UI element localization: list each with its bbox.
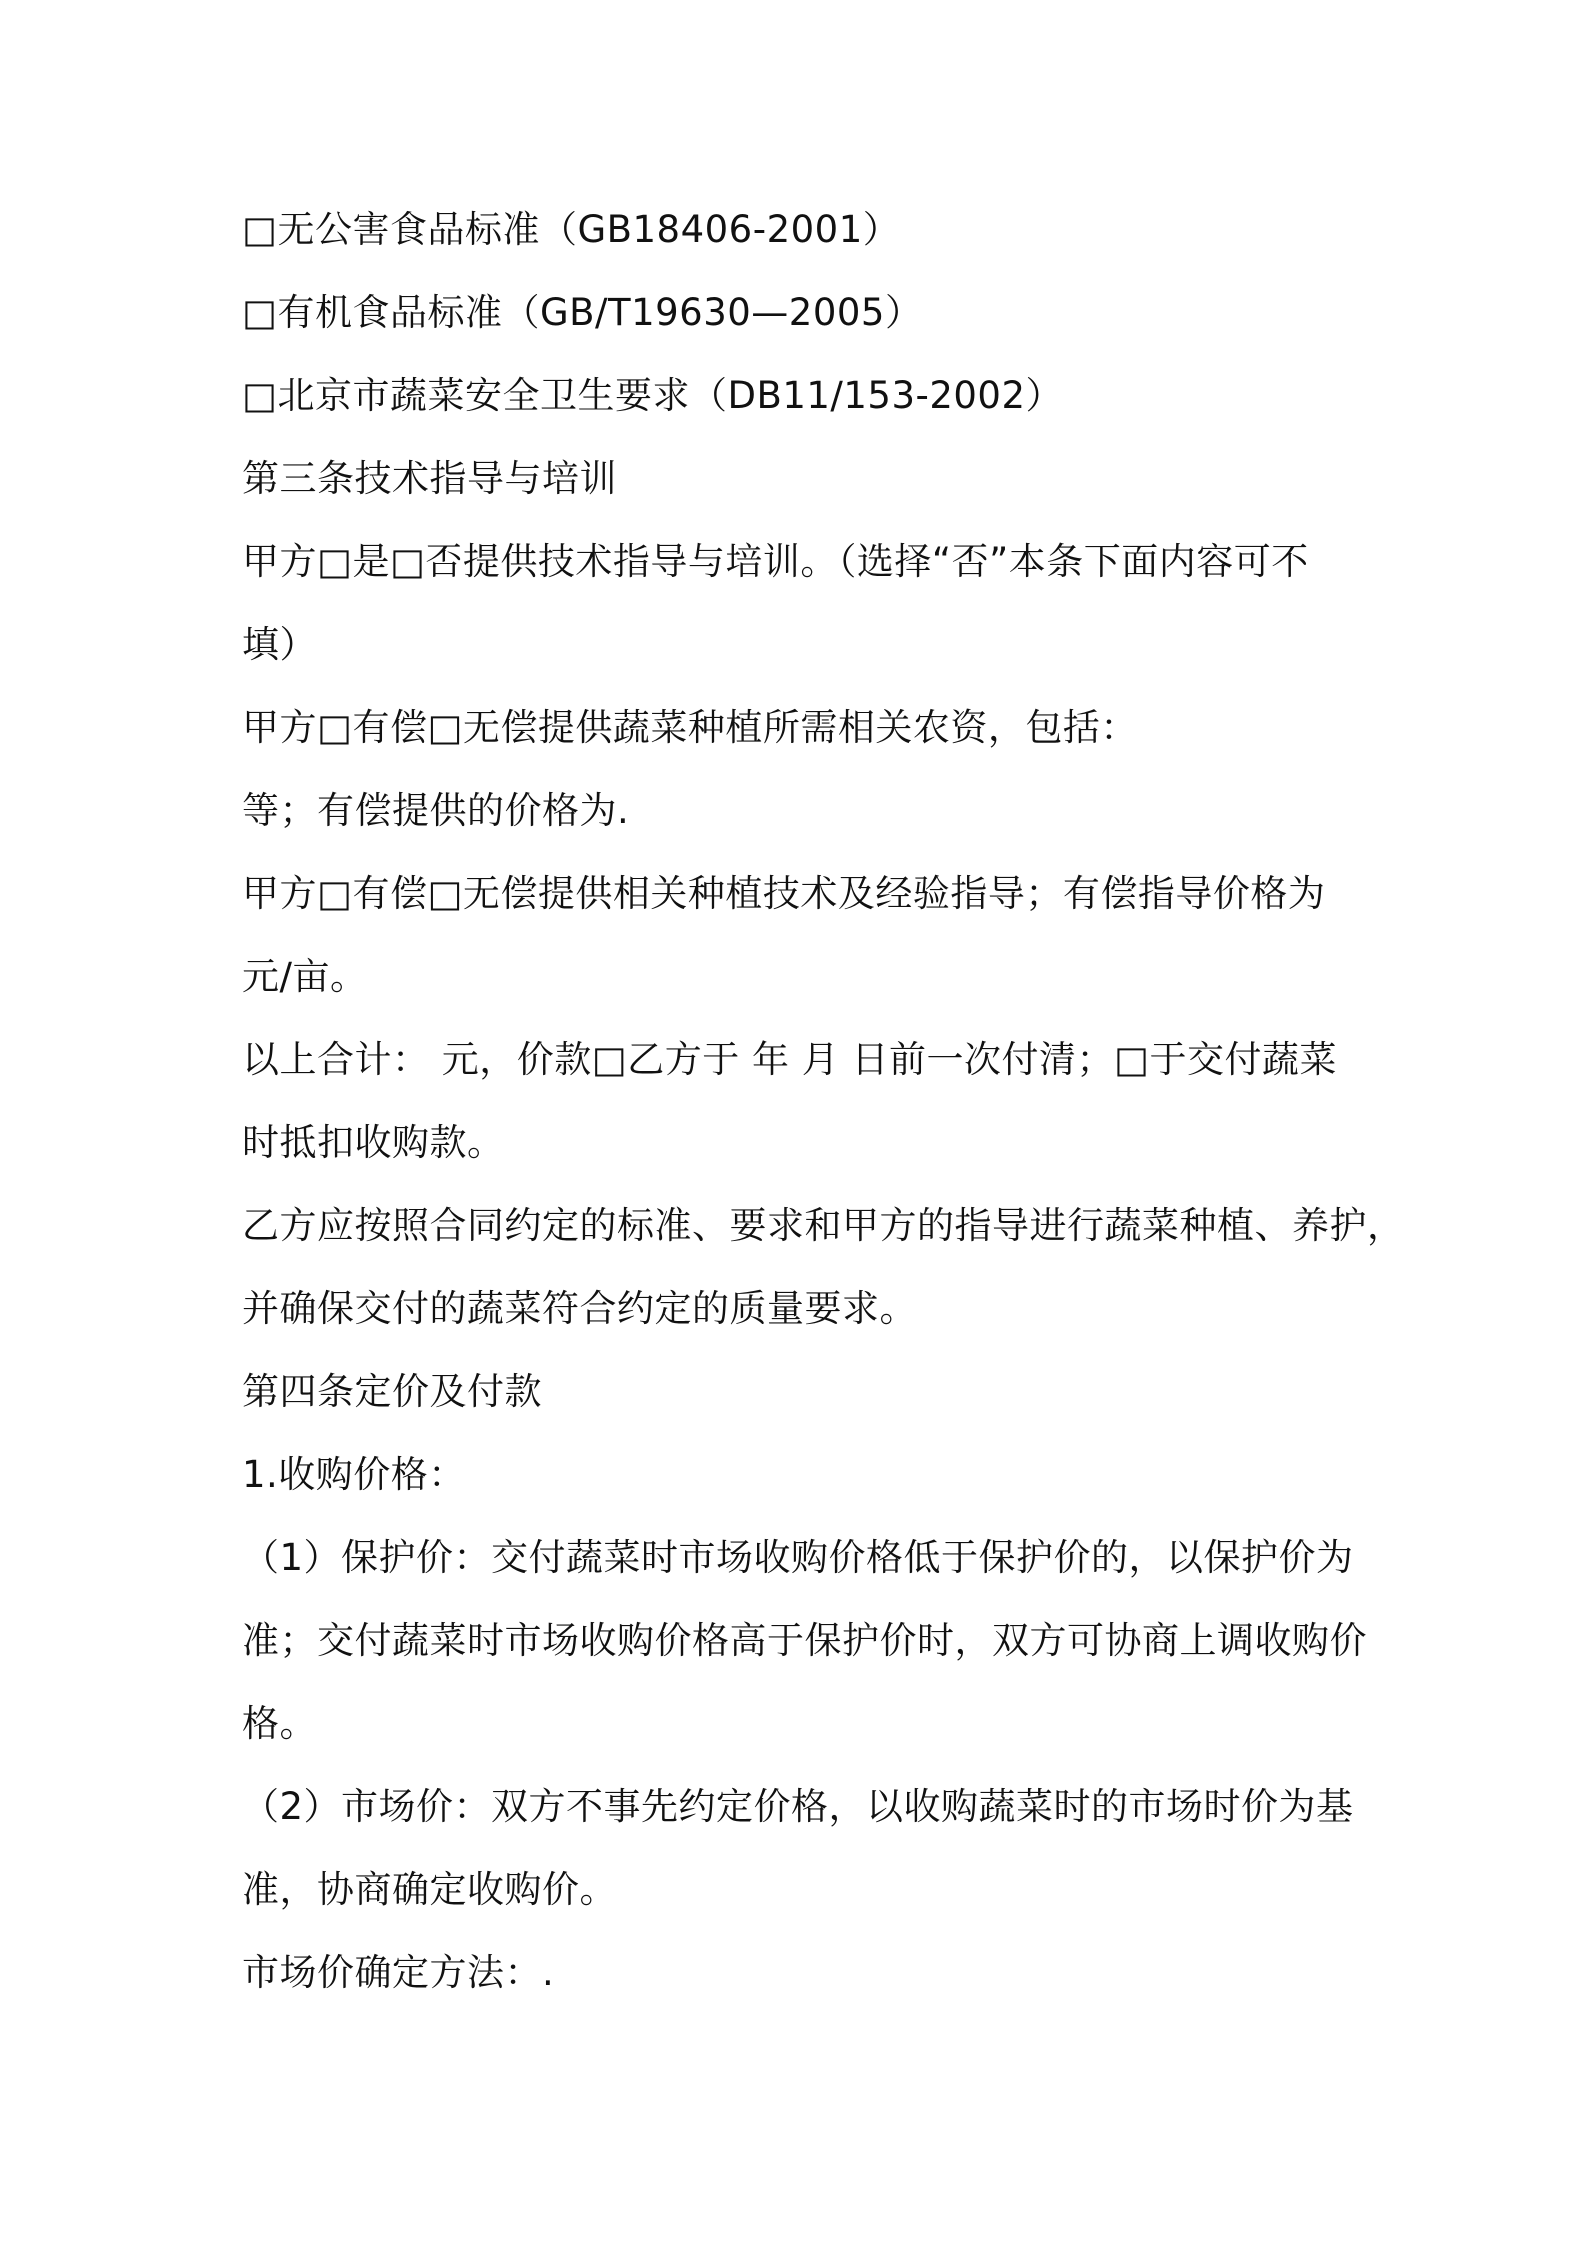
paragraph-line: 时抵扣收购款。 [242, 1121, 505, 1164]
paragraph-line: 准；交付蔬菜时市场收购价格高于保护价时，双方可协商上调收购价 [242, 1619, 1367, 1662]
article-3-heading: 第三条技术指导与培训 [242, 457, 617, 500]
paragraph-line: （1）保护价：交付蔬菜时市场收购价格低于保护价的，以保护价为 [242, 1536, 1354, 1579]
article-4-heading: 第四条定价及付款 [242, 1370, 542, 1413]
paragraph-line: 甲方□有偿□无偿提供蔬菜种植所需相关农资，包括： [242, 706, 1138, 749]
standard-option-pollution-free: □无公害食品标准（GB18406-2001） [242, 208, 901, 251]
paragraph-line: （2）市场价：双方不事先约定价格，以收购蔬菜时的市场时价为基 [242, 1785, 1354, 1828]
paragraph-line: 市场价确定方法：. [242, 1951, 555, 1994]
paragraph-line: 填） [242, 623, 317, 666]
paragraph-line: 以上合计： 元，价款□乙方于 年 月 日前一次付清；□于交付蔬菜 [242, 1038, 1337, 1081]
subsection-heading: 1.收购价格： [242, 1453, 466, 1496]
paragraph-line: 元/亩。 [242, 955, 368, 998]
paragraph-line: 甲方□有偿□无偿提供相关种植技术及经验指导；有偿指导价格为 [242, 872, 1326, 915]
paragraph-line: 等；有偿提供的价格为. [242, 789, 630, 832]
standard-option-beijing: □北京市蔬菜安全卫生要求（DB11/153-2002） [242, 374, 1064, 417]
paragraph-line: 并确保交付的蔬菜符合约定的质量要求。 [242, 1287, 917, 1330]
paragraph-line: 甲方□是□否提供技术指导与培训。（选择“否”本条下面内容可不 [242, 540, 1309, 583]
paragraph-line: 准，协商确定收购价。 [242, 1868, 617, 1911]
standard-option-organic: □有机食品标准（GB/T19630—2005） [242, 291, 923, 334]
paragraph-line: 格。 [242, 1702, 317, 1745]
paragraph-line: 乙方应按照合同约定的标准、要求和甲方的指导进行蔬菜种植、养护， [242, 1204, 1405, 1247]
